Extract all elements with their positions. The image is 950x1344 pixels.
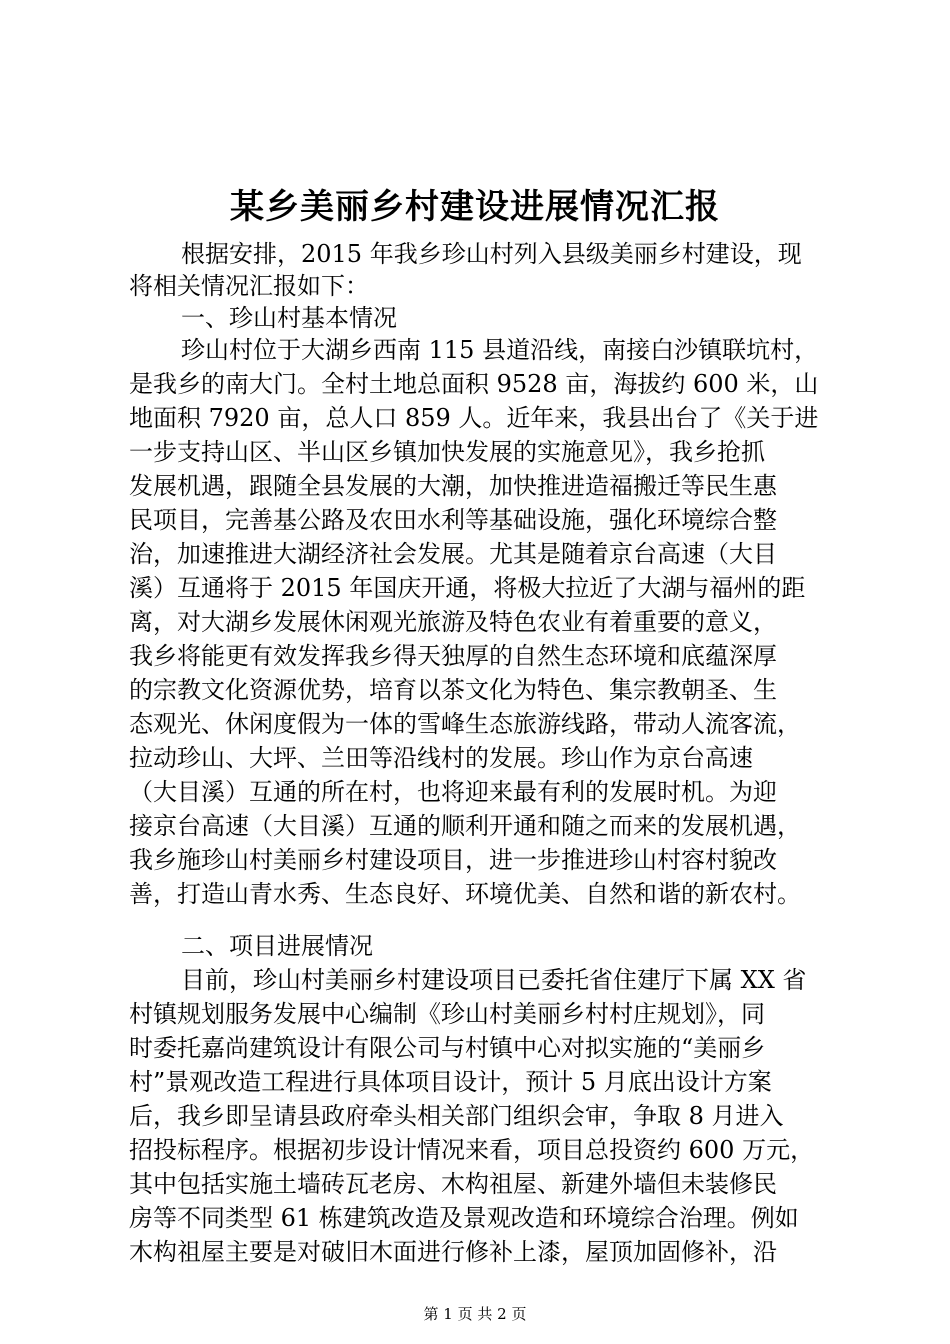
paragraph-line: 我乡施珍山村美丽乡村建设项目，进一步推进珍山村容村貌改 <box>129 846 777 874</box>
paragraph-line: 一步支持山区、半山区乡镇加快发展的实施意见》，我乡抢抓 <box>129 438 765 466</box>
section-heading: 二、项目进展情况 <box>181 932 373 960</box>
paragraph-line: 村镇规划服务发展中心编制《珍山村美丽乡村村庄规划》，同 <box>129 1000 765 1028</box>
paragraph-line: 房等不同类型 61 栋建筑改造及景观改造和环境综合治理。例如 <box>129 1204 799 1232</box>
paragraph-line: 治，加速推进大湖经济社会发展。尤其是随着京台高速（大目 <box>129 540 777 568</box>
document-title: 某乡美丽乡村建设进展情况汇报 <box>230 187 720 227</box>
paragraph-line: 时委托嘉尚建筑设计有限公司与村镇中心对拟实施的“美丽乡 <box>129 1034 766 1062</box>
paragraph-line: 善，打造山青水秀、生态良好、环境优美、自然和谐的新农村。 <box>129 880 801 908</box>
paragraph-line: 后，我乡即呈请县政府牵头相关部门组织会审，争取 8 月进入 <box>129 1102 784 1130</box>
paragraph-line: 是我乡的南大门。全村土地总面积 9528 亩，海拔约 600 米，山 <box>129 370 819 398</box>
paragraph-line: 民项目，完善基公路及农田水利等基础设施，强化环境综合整 <box>129 506 777 534</box>
paragraph-line: 根据安排，2015 年我乡珍山村列入县级美丽乡村建设，现 <box>181 240 802 268</box>
paragraph-line: 其中包括实施土墙砖瓦老房、木构祖屋、新建外墙但未装修民 <box>129 1170 777 1198</box>
paragraph-line: 珍山村位于大湖乡西南 115 县道沿线，南接白沙镇联坑村， <box>181 336 819 364</box>
paragraph-line: 接京台高速（大目溪）互通的顺利开通和随之而来的发展机遇， <box>129 812 801 840</box>
paragraph-line: 溪）互通将于 2015 年国庆开通，将极大拉近了大湖与福州的距 <box>129 574 806 602</box>
paragraph-line: 发展机遇，跟随全县发展的大潮，加快推进造福搬迁等民生惠 <box>129 472 777 500</box>
paragraph-line: 离，对大湖乡发展休闲观光旅游及特色农业有着重要的意义， <box>129 608 777 636</box>
paragraph-line: （大目溪）互通的所在村，也将迎来最有利的发展时机。为迎 <box>129 778 777 806</box>
paragraph-line: 地面积 7920 亩，总人口 859 人。近年来，我县出台了《关于进 <box>129 404 819 432</box>
section-heading: 一、珍山村基本情况 <box>181 304 397 332</box>
paragraph-line: 态观光、休闲度假为一体的雪峰生态旅游线路，带动人流客流， <box>129 710 801 738</box>
paragraph-line: 的宗教文化资源优势，培育以茶文化为特色、集宗教朝圣、生 <box>129 676 777 704</box>
paragraph-line: 村”景观改造工程进行具体项目设计，预计 5 月底出设计方案 <box>129 1068 772 1096</box>
page-number-footer: 第 1 页 共 2 页 <box>423 1305 527 1323</box>
paragraph-line: 我乡将能更有效发挥我乡得天独厚的自然生态环境和底蕴深厚 <box>129 642 777 670</box>
paragraph-line: 目前，珍山村美丽乡村建设项目已委托省住建厅下属 XX 省 <box>181 966 807 994</box>
paragraph-line: 招投标程序。根据初步设计情况来看，项目总投资约 600 万元， <box>129 1136 815 1164</box>
paragraph-line: 拉动珍山、大坪、兰田等沿线村的发展。珍山作为京台高速 <box>129 744 753 772</box>
paragraph-line: 将相关情况汇报如下： <box>129 272 369 300</box>
paragraph-line: 木构祖屋主要是对破旧木面进行修补上漆，屋顶加固修补，沿 <box>129 1238 777 1266</box>
